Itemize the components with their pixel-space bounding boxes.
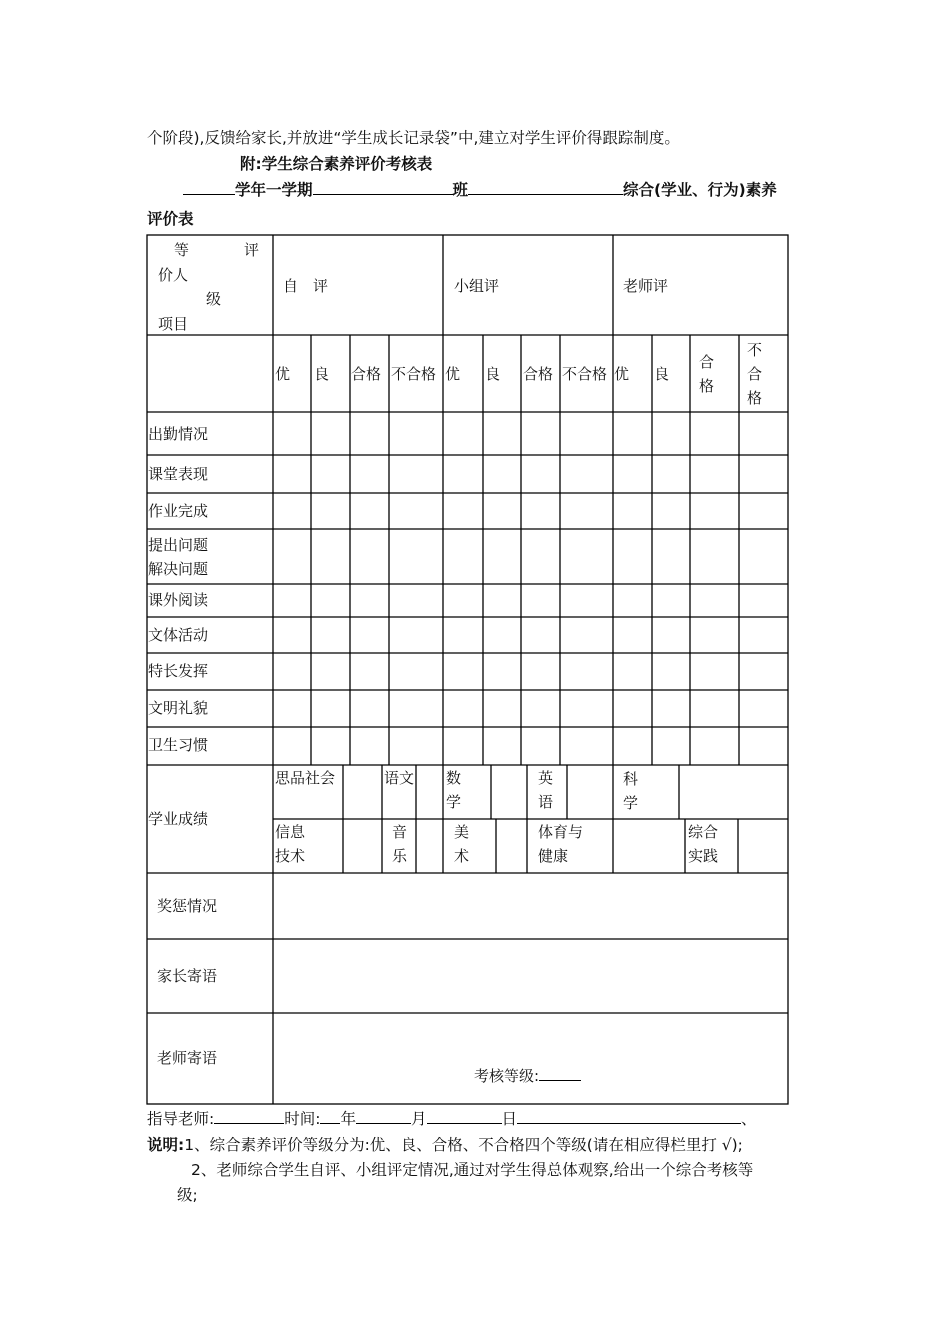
item-label: 课堂表现	[148, 465, 209, 483]
note-2-cont: 级;	[177, 1186, 198, 1204]
subject-label: 体育与 健康	[538, 823, 584, 865]
academic-label: 学业成绩	[148, 810, 209, 828]
advisor-blank[interactable]	[214, 1109, 284, 1124]
subject-label: 数 学	[446, 769, 462, 811]
corner-grade: 等	[174, 241, 190, 259]
note-1	[147, 1133, 743, 1155]
year-label: 年	[340, 1110, 356, 1128]
grade-label: 不 合 格	[747, 341, 763, 407]
footer-end: 、	[741, 1110, 757, 1128]
month-blank[interactable]	[356, 1109, 411, 1124]
rewards-label: 奖惩情况	[157, 897, 218, 915]
item-label: 文明礼貌	[148, 699, 209, 717]
parent-comment-label: 家长寄语	[157, 967, 218, 985]
note-2: 2、老师综合学生自评、小组评定情况,通过对学生得总体观察,给出一个综合考核等	[191, 1161, 754, 1179]
subject-label: 美 术	[454, 823, 470, 865]
grade-label: 合 格	[699, 353, 715, 395]
subject-label: 信息 技术	[275, 823, 306, 865]
grade-label: 优	[614, 365, 630, 383]
item-label: 课外阅读	[148, 591, 209, 609]
grade-label: 合格	[351, 365, 382, 383]
subject-label: 思品社会	[275, 769, 336, 787]
assessment-grade	[474, 1064, 581, 1088]
corner-evaluator-a: 评	[244, 241, 260, 259]
intro-line: 个阶段),反馈给家长,并放进“学生成长记录袋”中,建立对学生评价得跟踪制度。	[147, 129, 680, 147]
assessment-grade-blank[interactable]	[539, 1066, 581, 1081]
extra-blank[interactable]	[517, 1109, 741, 1124]
notes-label: 说明:	[147, 1136, 185, 1154]
grade-label: 优	[275, 365, 291, 383]
item-label: 特长发挥	[148, 662, 209, 680]
grade-label: 优	[445, 365, 461, 383]
corner-grade-b: 级	[206, 290, 222, 308]
item-label: 出勤情况	[148, 425, 209, 443]
grade-label: 不合格	[562, 365, 608, 383]
footer-line	[147, 1107, 757, 1129]
item-label: 文体活动	[148, 626, 209, 644]
grade-label: 良	[314, 365, 330, 383]
grade-label: 不合格	[391, 365, 437, 383]
grade-label: 良	[654, 365, 670, 383]
teacher-comment-label: 老师寄语	[157, 1049, 218, 1067]
table-border	[147, 235, 788, 1104]
class-label: 班	[452, 181, 469, 199]
group-self: 自 评	[283, 277, 329, 295]
item-label: 提出问题 解决问题	[148, 536, 209, 578]
note-1-text: 1、综合素养评价等级分为:优、良、合格、不合格四个等级(请在相应得栏里打 √);	[184, 1136, 743, 1154]
grade-label: 合格	[523, 365, 554, 383]
subject-label: 语文	[384, 769, 415, 787]
corner-item: 项目	[158, 315, 189, 333]
grade-label: 良	[485, 365, 501, 383]
form-header-cont: 评价表	[147, 210, 194, 228]
corner-evaluator-b: 价人	[158, 266, 189, 284]
group-teacher: 老师评	[623, 277, 669, 295]
form-title-label: 综合(学业、行为)素养	[623, 181, 777, 199]
group-team: 小组评	[454, 277, 500, 295]
advisor-label: 指导老师:	[147, 1110, 215, 1128]
subject-label: 综合 实践	[688, 823, 719, 865]
subject-label: 英 语	[538, 769, 554, 811]
subject-label: 音 乐	[392, 823, 408, 865]
attachment-title: 附:学生综合素养评价考核表	[240, 155, 433, 173]
assessment-grade-label: 考核等级:	[474, 1067, 540, 1085]
semester-label: 学年一学期	[235, 181, 313, 199]
day-blank[interactable]	[427, 1109, 502, 1124]
day-label: 日	[501, 1110, 518, 1128]
item-label: 卫生习惯	[148, 736, 209, 754]
subject-label: 科 学	[623, 770, 639, 812]
item-label: 作业完成	[148, 502, 209, 520]
time-label: 时间:	[284, 1110, 321, 1128]
month-label: 月	[410, 1110, 427, 1128]
time-blank[interactable]	[320, 1109, 340, 1124]
